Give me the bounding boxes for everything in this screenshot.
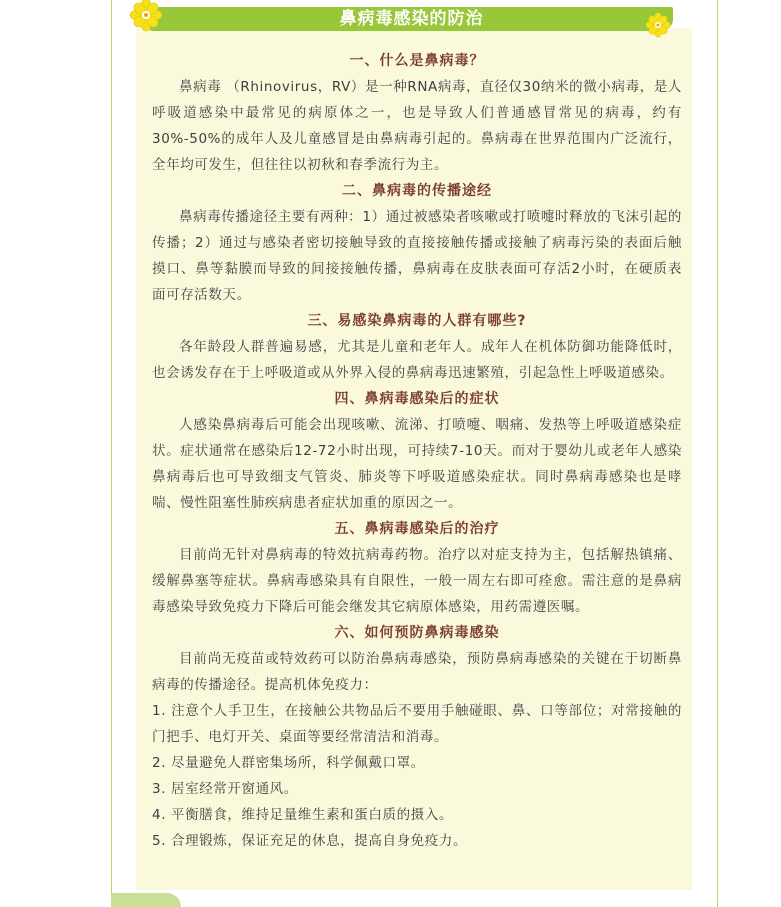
prevention-list-item: 3. 居室经常开窗通风。 <box>152 781 298 797</box>
section-heading: 三、易感染鼻病毒的人群有哪些? <box>307 313 527 329</box>
prevention-list-item: 2. 尽量避免人群密集场所，科学佩戴口罩。 <box>152 755 425 771</box>
left-border-line <box>111 0 112 907</box>
section-paragraph: 鼻病毒传播途径主要有两种：1）通过被感染者咳嗽或打喷嚏时释放的飞沫引起的传播；2）通过与感染者密切接触导致的直接接触传播或接触了病毒污染的表面后触摸口、鼻等黏膜而导致的间接接触传播，鼻病毒在皮肤表面可存活2小时，在硬质表面可存活数天。 <box>152 209 682 303</box>
section-paragraph: 目前尚无疫苗或特效药可以防治鼻病毒感染，预防鼻病毒感染的关键在于切断鼻病毒的传播途径。提高机体免疫力： <box>152 651 682 693</box>
section-heading: 二、鼻病毒的传播途经 <box>342 183 492 199</box>
article-content <box>152 48 682 854</box>
section-paragraph: 各年龄段人群普遍易感，尤其是儿童和老年人。成年人在机体防御功能降低时，也会诱发存在于上呼吸道或从外界入侵的鼻病毒迅速繁殖，引起急性上呼吸道感染。 <box>152 339 682 381</box>
section-heading: 四、鼻病毒感染后的症状 <box>334 391 500 407</box>
title-banner <box>150 7 673 31</box>
flower-icon <box>645 12 671 38</box>
right-border-line <box>717 0 718 907</box>
section-paragraph: 目前尚无针对鼻病毒的特效抗病毒药物。治疗以对症支持为主，包括解热镇痛、缓解鼻塞等症状。鼻病毒感染具有自限性，一般一周左右即可痊愈。需注意的是鼻病毒感染导致免疫力下降后可能会继发其它病原体感染，用药需遵医嘱。 <box>152 547 682 615</box>
prevention-list-item: 1. 注意个人手卫生，在接触公共物品后不要用手触碰眼、鼻、口等部位；对常接触的门把手、电灯开关、桌面等要经常清洁和消毒。 <box>152 703 682 745</box>
bottom-decoration <box>111 893 181 907</box>
section-heading: 六、如何预防鼻病毒感染 <box>334 625 500 641</box>
flower-icon <box>129 0 163 32</box>
section-heading: 一、什么是鼻病毒？ <box>349 53 485 69</box>
section-paragraph: 鼻病毒 （Rhinovirus，RV）是一种RNA病毒，直径仅30纳米的微小病毒，是人呼吸道感染中最常见的病原体之一，也是导致人们普通感冒常见的病毒，约有30%-50%的成年人及儿童感冒是由鼻病毒引起的。鼻病毒在世界范围内广泛流行，全年均可发生，但往往以初秋和春季流行为主。 <box>152 79 682 173</box>
prevention-list-item: 5. 合理锻炼，保证充足的休息，提高自身免疫力。 <box>152 833 468 849</box>
section-paragraph: 人感染鼻病毒后可能会出现咳嗽、流涕、打喷嚏、咽痛、发热等上呼吸道感染症状。症状通常在感染后12-72小时出现，可持续7-10天。而对于婴幼儿或老年人感染鼻病毒后也可导致细支气管炎、肺炎等下呼吸道感染症状。同时鼻病毒感染也是哮喘、慢性阻塞性肺疾病患者症状加重的原因之一。 <box>152 417 682 511</box>
section-heading: 五、鼻病毒感染后的治疗 <box>334 521 500 537</box>
prevention-list-item: 4. 平衡膳食，维持足量维生素和蛋白质的摄入。 <box>152 807 453 823</box>
page-title: 鼻病毒感染的防治 <box>339 9 484 29</box>
